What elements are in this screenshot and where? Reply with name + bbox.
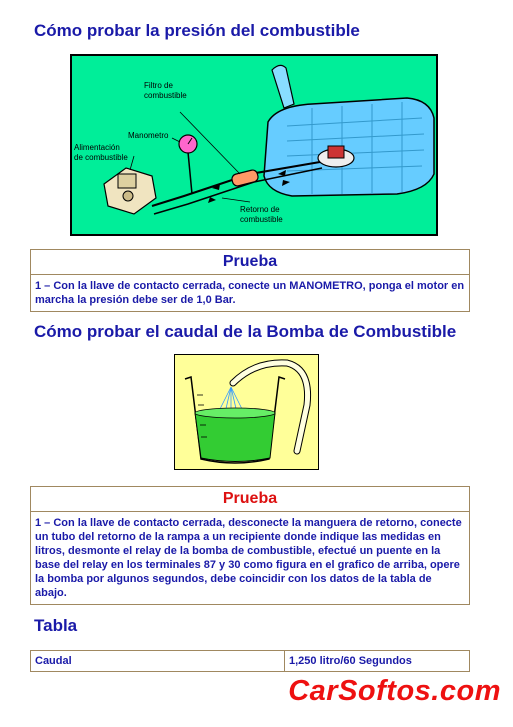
fuel-filter (231, 169, 259, 187)
label-filtro-1: Filtro de (144, 81, 173, 90)
label-alimentacion-1: Alimentación (74, 143, 120, 152)
prueba-text-presion: 1 – Con la llave de contacto cerrada, conecte un MANOMETRO, ponga el motor en marcha la presión debe ser de 1,0 Bar. (31, 275, 470, 312)
prueba-box-caudal (30, 486, 470, 605)
label-alimentacion-2: de combustible (74, 153, 128, 162)
brand-logo[interactable]: CarSoftos.com (288, 675, 501, 707)
beaker-illustration (175, 355, 318, 469)
table-cell-value: 1,250 litro/60 Segundos (285, 651, 470, 672)
pump-connector (328, 146, 344, 158)
table-row (31, 651, 470, 672)
flow-test-illustration (174, 354, 319, 470)
label-filtro-2: combustible (144, 91, 187, 100)
filler-neck (272, 65, 294, 108)
data-table (30, 650, 470, 672)
prueba-title-presion: Prueba (31, 250, 470, 275)
section-title-presion: Cómo probar la presión del combustible (34, 21, 360, 40)
fuel-tank (264, 98, 434, 196)
label-retorno-1: Retorno de (240, 205, 280, 214)
prueba-title-caudal: Prueba (31, 487, 470, 512)
table-cell-label: Caudal (31, 651, 285, 672)
label-manometro: Manometro (128, 131, 169, 140)
label-retorno-2: combustible (240, 215, 283, 224)
gauge-hose (188, 152, 192, 194)
fuel-pressure-diagram (70, 54, 438, 236)
fuel-system-illustration (72, 56, 436, 234)
section-title-tabla: Tabla (34, 616, 78, 635)
section-title-caudal: Cómo probar el caudal de la Bomba de Combustible (34, 322, 457, 341)
prueba-text-caudal: 1 – Con la llave de contacto cerrada, desconecte la manguera de retorno, conecte un tubo del retorno de la rampa a un recipiente donde indique las medidas en litros, desmonte el relay de la bomba de combustible, efectué un puente en la base del relay en los terminales 87 y 30 como figura en el grafico de arriba, opere la bomba por algunos segundos, debe coincidir con los datos de la tabla de abajo. (31, 512, 470, 605)
prueba-box-presion (30, 249, 470, 312)
